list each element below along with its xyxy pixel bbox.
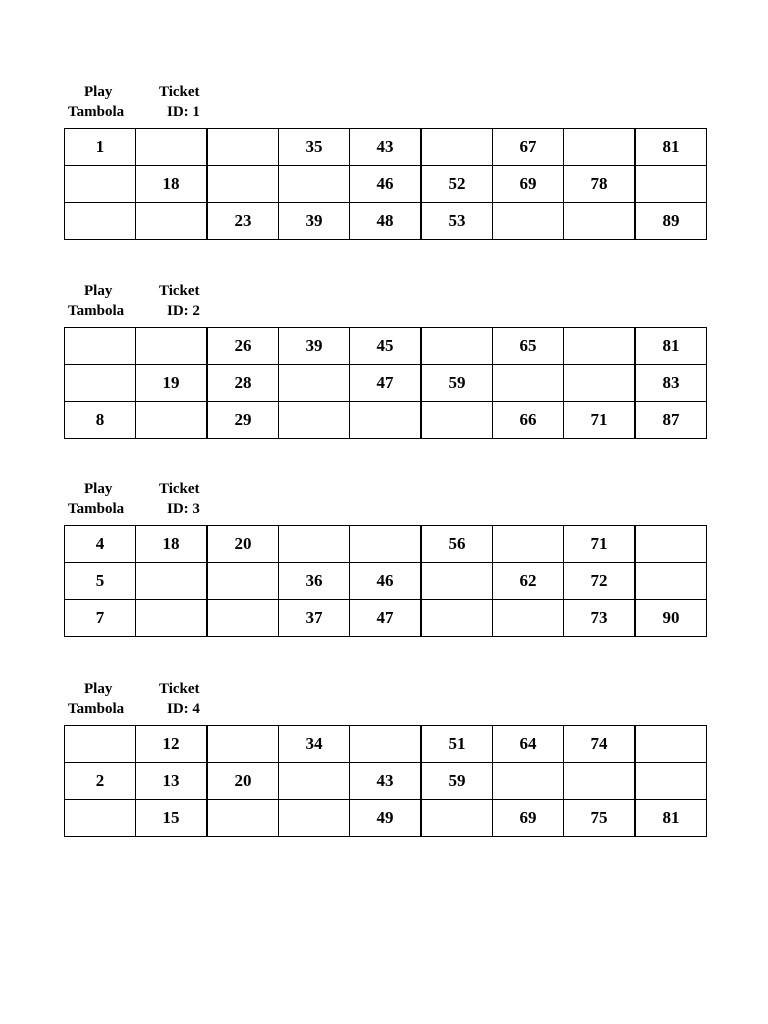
ticket-cell: 66 [493, 402, 564, 439]
ticket-cell [635, 563, 707, 600]
ticket-cell: 15 [136, 800, 208, 837]
ticket-cell: 46 [350, 563, 422, 600]
ticket-cell [65, 800, 136, 837]
ticket-cell: 2 [65, 763, 136, 800]
ticket-cell [350, 526, 422, 563]
ticket-cell [421, 328, 493, 365]
ticket-row [65, 129, 707, 166]
ticket-header [64, 285, 701, 325]
ticket-grid [64, 525, 707, 637]
ticket-cell: 69 [493, 800, 564, 837]
play-label: Play [84, 481, 113, 497]
tambola-ticket [64, 683, 701, 837]
ticket-row [65, 203, 707, 240]
ticket-cell [635, 726, 707, 763]
ticket-cell: 43 [350, 129, 422, 166]
ticket-row [65, 763, 707, 800]
ticket-row [65, 365, 707, 402]
play-label: Play [84, 283, 113, 299]
ticket-cell [279, 166, 350, 203]
ticket-cell [350, 402, 422, 439]
ticket-cell: 51 [421, 726, 493, 763]
ticket-cell: 71 [564, 402, 636, 439]
ticket-cell: 62 [493, 563, 564, 600]
ticket-cell: 67 [493, 129, 564, 166]
ticket-cell [635, 166, 707, 203]
ticket-cell: 20 [207, 526, 279, 563]
ticket-label: Ticket [159, 84, 200, 100]
ticket-cell: 18 [136, 166, 208, 203]
ticket-cell [421, 800, 493, 837]
ticket-cell: 78 [564, 166, 636, 203]
ticket-cell [65, 166, 136, 203]
ticket-cell [279, 763, 350, 800]
ticket-cell: 49 [350, 800, 422, 837]
ticket-cell: 65 [493, 328, 564, 365]
ticket-cell [564, 763, 636, 800]
ticket-cell [493, 600, 564, 637]
ticket-cell [136, 600, 208, 637]
ticket-header [64, 683, 701, 723]
ticket-cell [493, 203, 564, 240]
ticket-cell [564, 365, 636, 402]
ticket-cell: 13 [136, 763, 208, 800]
ticket-header [64, 483, 701, 523]
play-label: Play [84, 681, 113, 697]
tambola-ticket [64, 86, 701, 240]
ticket-cell [421, 402, 493, 439]
ticket-cell: 29 [207, 402, 279, 439]
ticket-cell [136, 203, 208, 240]
ticket-cell: 59 [421, 365, 493, 402]
ticket-row [65, 600, 707, 637]
ticket-cell [350, 726, 422, 763]
ticket-cell: 19 [136, 365, 208, 402]
ticket-cell [65, 726, 136, 763]
ticket-cell [136, 402, 208, 439]
ticket-cell: 43 [350, 763, 422, 800]
ticket-cell [65, 203, 136, 240]
ticket-cell: 75 [564, 800, 636, 837]
ticket-cell: 47 [350, 600, 422, 637]
ticket-cell [635, 526, 707, 563]
ticket-row [65, 726, 707, 763]
ticket-cell: 20 [207, 763, 279, 800]
ticket-cell [421, 129, 493, 166]
ticket-cell: 7 [65, 600, 136, 637]
ticket-cell: 69 [493, 166, 564, 203]
ticket-id: ID: 3 [167, 501, 200, 517]
ticket-cell: 73 [564, 600, 636, 637]
ticket-row [65, 328, 707, 365]
ticket-cell [136, 129, 208, 166]
ticket-cell: 18 [136, 526, 208, 563]
ticket-cell [493, 763, 564, 800]
ticket-cell [279, 365, 350, 402]
tambola-label: Tambola [68, 104, 125, 120]
ticket-row [65, 563, 707, 600]
ticket-cell [564, 328, 636, 365]
ticket-cell: 89 [635, 203, 707, 240]
ticket-cell [421, 563, 493, 600]
ticket-cell: 47 [350, 365, 422, 402]
ticket-row [65, 800, 707, 837]
ticket-cell: 81 [635, 800, 707, 837]
ticket-row [65, 402, 707, 439]
tambola-ticket [64, 285, 701, 439]
ticket-label: Ticket [159, 481, 200, 497]
ticket-cell: 34 [279, 726, 350, 763]
ticket-cell [207, 800, 279, 837]
ticket-cell [564, 203, 636, 240]
ticket-cell [493, 526, 564, 563]
ticket-row [65, 166, 707, 203]
ticket-cell [279, 800, 350, 837]
tambola-ticket [64, 483, 701, 637]
ticket-cell: 39 [279, 203, 350, 240]
ticket-header [64, 86, 701, 126]
tambola-label: Tambola [68, 501, 125, 517]
ticket-cell [65, 328, 136, 365]
ticket-grid [64, 128, 707, 240]
ticket-cell: 71 [564, 526, 636, 563]
ticket-cell: 36 [279, 563, 350, 600]
ticket-cell [207, 726, 279, 763]
ticket-id: ID: 4 [167, 701, 200, 717]
ticket-cell: 53 [421, 203, 493, 240]
ticket-cell: 23 [207, 203, 279, 240]
ticket-cell: 83 [635, 365, 707, 402]
ticket-cell: 46 [350, 166, 422, 203]
ticket-cell: 81 [635, 328, 707, 365]
ticket-cell: 72 [564, 563, 636, 600]
ticket-cell: 87 [635, 402, 707, 439]
ticket-cell: 5 [65, 563, 136, 600]
ticket-cell: 52 [421, 166, 493, 203]
ticket-cell: 90 [635, 600, 707, 637]
ticket-cell: 12 [136, 726, 208, 763]
ticket-cell: 56 [421, 526, 493, 563]
ticket-cell: 1 [65, 129, 136, 166]
ticket-cell [207, 600, 279, 637]
ticket-cell [207, 166, 279, 203]
ticket-cell [635, 763, 707, 800]
ticket-cell: 59 [421, 763, 493, 800]
ticket-row [65, 526, 707, 563]
ticket-cell: 39 [279, 328, 350, 365]
tambola-label: Tambola [68, 701, 125, 717]
ticket-cell: 74 [564, 726, 636, 763]
ticket-label: Ticket [159, 283, 200, 299]
ticket-cell [136, 563, 208, 600]
ticket-cell: 45 [350, 328, 422, 365]
ticket-id: ID: 2 [167, 303, 200, 319]
ticket-cell: 28 [207, 365, 279, 402]
ticket-cell [136, 328, 208, 365]
ticket-cell [421, 600, 493, 637]
ticket-cell [279, 526, 350, 563]
ticket-cell: 35 [279, 129, 350, 166]
ticket-cell [279, 402, 350, 439]
ticket-cell: 26 [207, 328, 279, 365]
ticket-id: ID: 1 [167, 104, 200, 120]
ticket-cell: 64 [493, 726, 564, 763]
ticket-cell [493, 365, 564, 402]
tambola-label: Tambola [68, 303, 125, 319]
ticket-cell [207, 129, 279, 166]
ticket-label: Ticket [159, 681, 200, 697]
ticket-cell [207, 563, 279, 600]
ticket-grid [64, 725, 707, 837]
ticket-cell: 48 [350, 203, 422, 240]
ticket-cell: 8 [65, 402, 136, 439]
ticket-cell: 81 [635, 129, 707, 166]
ticket-cell [564, 129, 636, 166]
ticket-cell: 37 [279, 600, 350, 637]
ticket-cell [65, 365, 136, 402]
play-label: Play [84, 84, 113, 100]
ticket-grid [64, 327, 707, 439]
ticket-cell: 4 [65, 526, 136, 563]
